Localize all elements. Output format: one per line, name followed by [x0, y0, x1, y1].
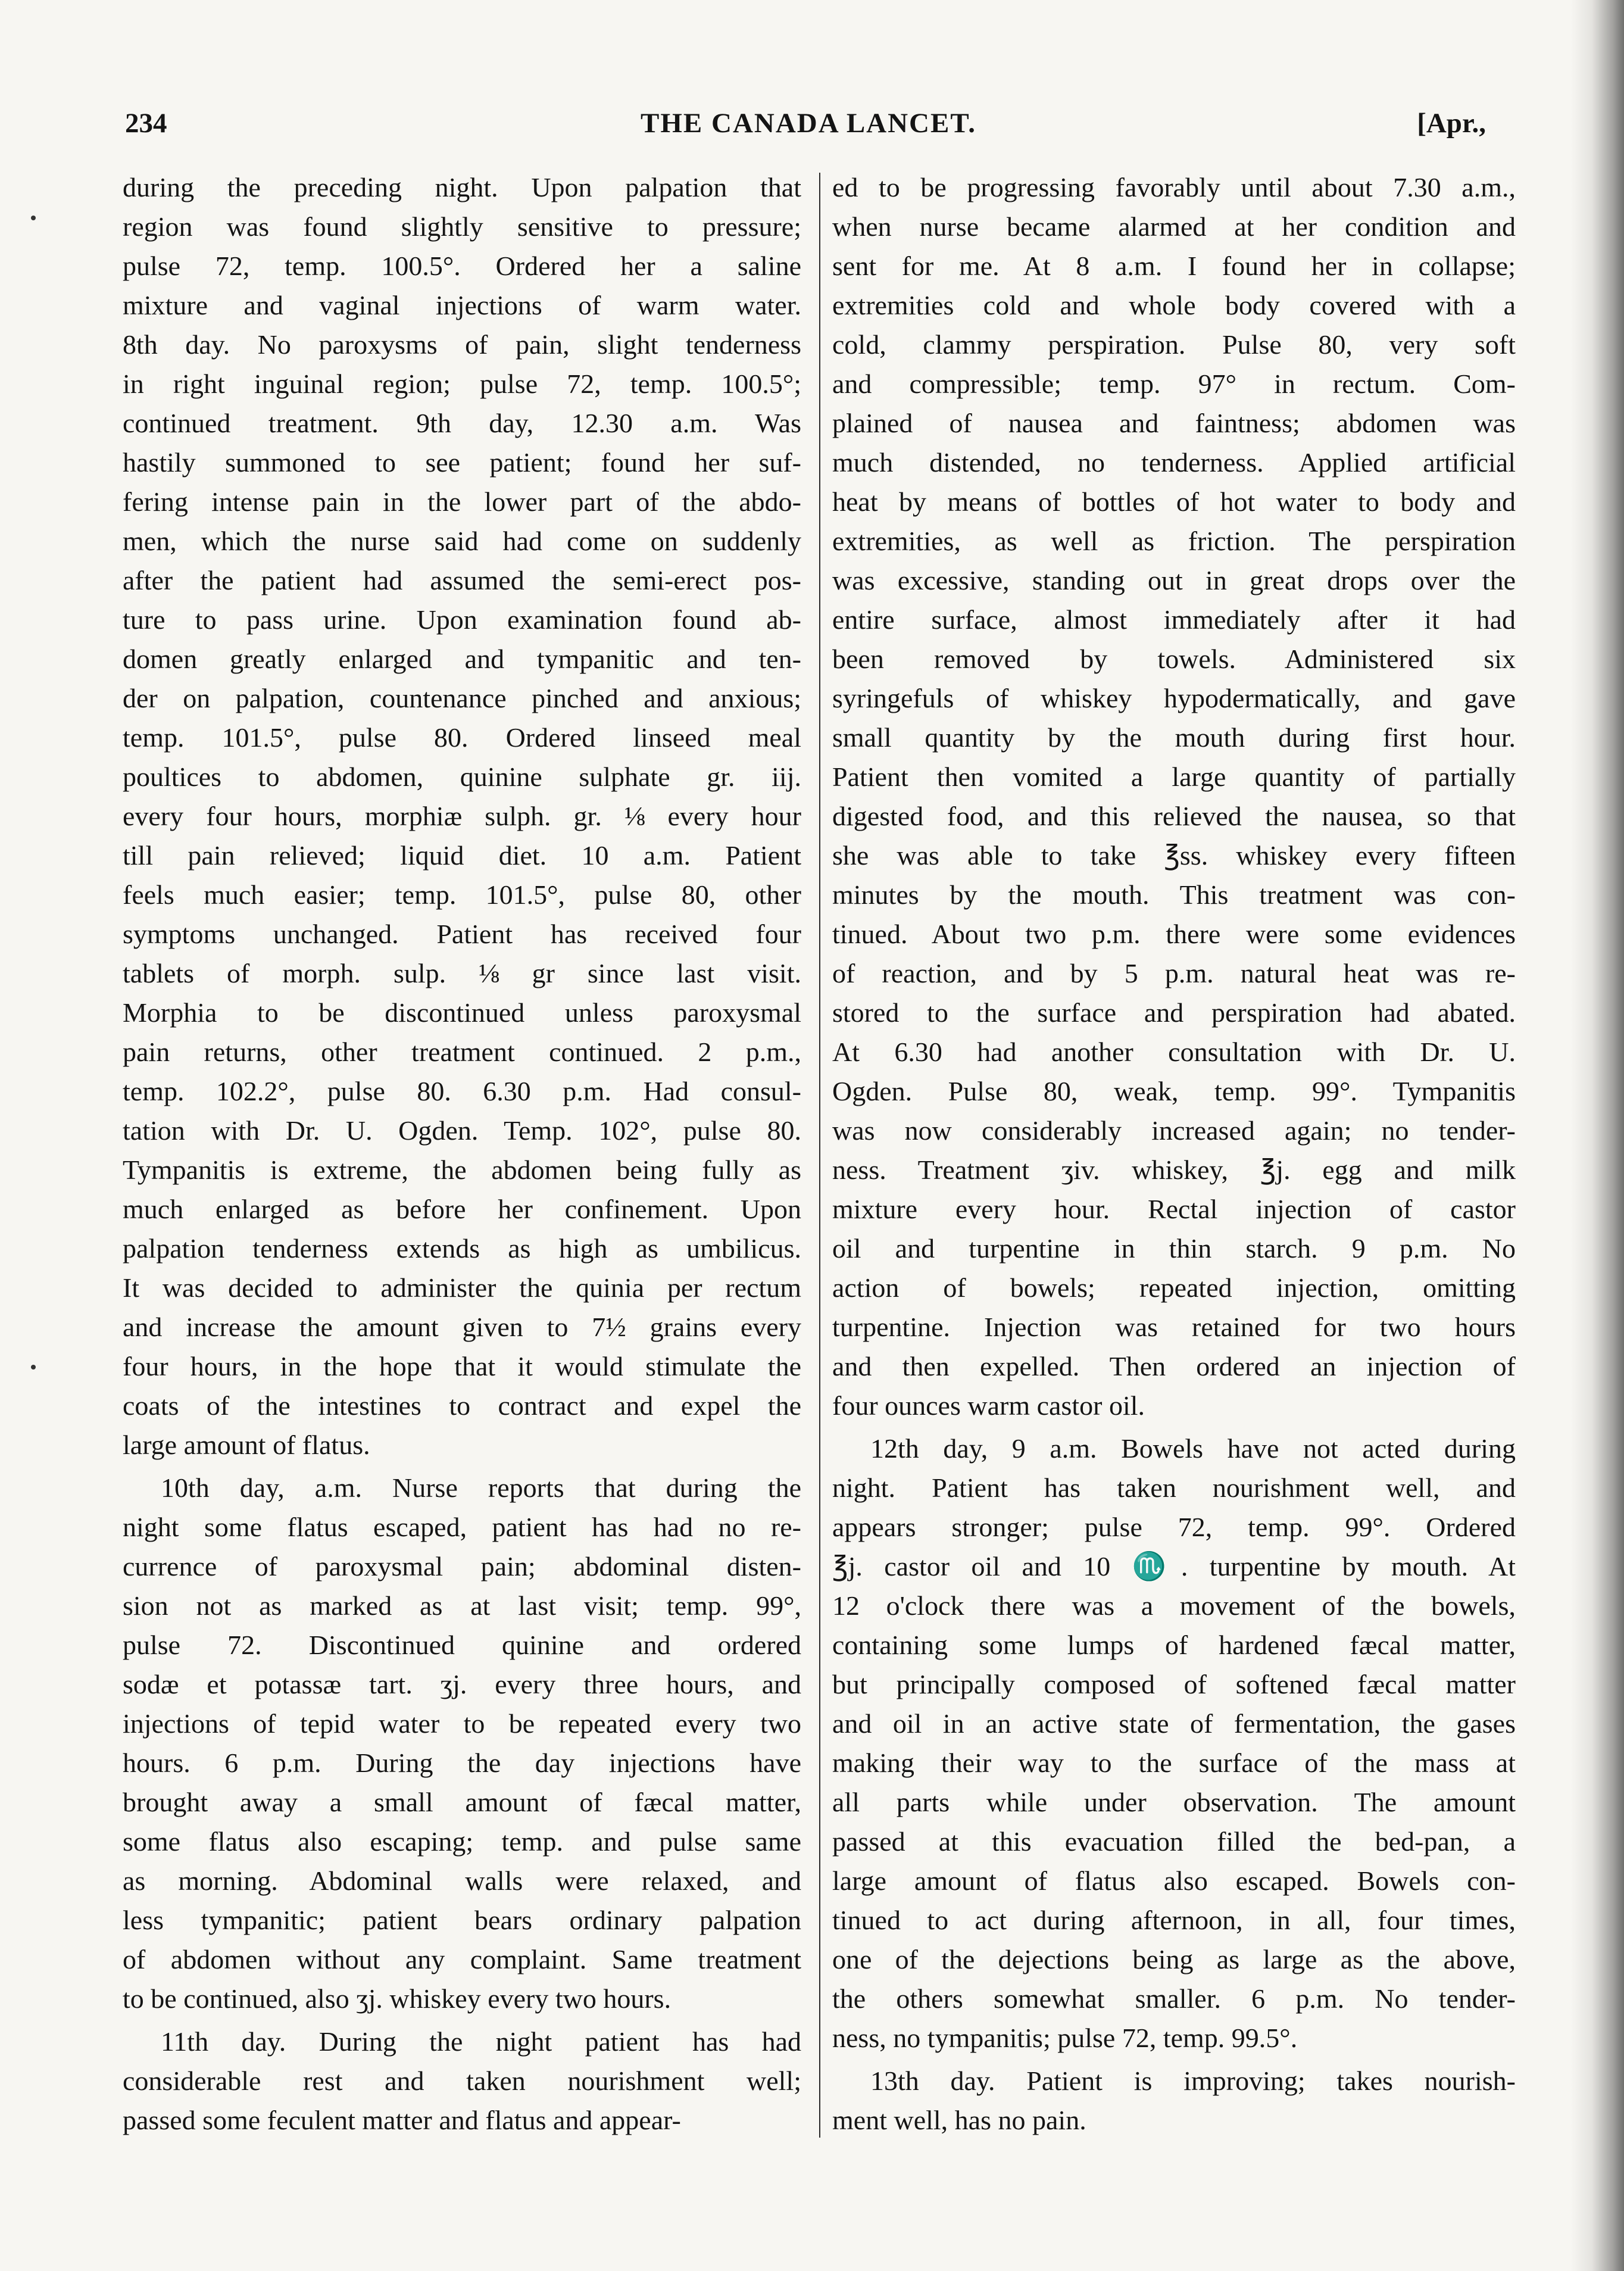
- page-number: 234: [125, 108, 167, 139]
- text-line: domen greatly enlarged and tympanitic and ten-: [123, 644, 801, 674]
- text-line: ℥j. castor oil and 10 ♏. turpentine by mouth. At: [832, 1551, 1516, 1581]
- text-line: tinued to act during afternoon, in all, four times,: [832, 1905, 1516, 1935]
- text-line: and then expelled. Then ordered an injection of: [832, 1351, 1516, 1381]
- text-line: ness, no tympanitis; pulse 72, temp. 99.5°.: [832, 2023, 1298, 2053]
- text-line: feels much easier; temp. 101.5°, pulse 80, other: [123, 879, 801, 910]
- text-line: some flatus also escaping; temp. and pulse same: [123, 1826, 801, 1857]
- text-line: mixture every hour. Rectal injection of castor: [832, 1194, 1516, 1224]
- scan-speck: [31, 216, 36, 220]
- text-line: currence of paroxysmal pain; abdominal disten-: [123, 1551, 801, 1581]
- text-line: brought away a small amount of fæcal matter,: [123, 1787, 801, 1817]
- text-line: and increase the amount given to 7½ grains every: [123, 1312, 801, 1342]
- text-line: hastily summoned to see patient; found her suf-: [123, 447, 801, 478]
- text-line: was excessive, standing out in great drops over the: [832, 565, 1516, 595]
- text-line: digested food, and this relieved the nausea, so that: [832, 801, 1516, 831]
- text-line: oil and turpentine in thin starch. 9 p.m. No: [832, 1233, 1516, 1264]
- text-line: symptoms unchanged. Patient has received four: [123, 919, 801, 949]
- text-line: in right inguinal region; pulse 72, temp. 100.5°;: [123, 369, 801, 399]
- text-line: sion not as marked as at last visit; temp. 99°,: [123, 1590, 801, 1621]
- text-line: was now considerably increased again; no tender-: [832, 1115, 1516, 1146]
- text-line: tablets of morph. sulp. ⅛ gr since last visit.: [123, 958, 801, 988]
- text-line: but principally composed of softened fæcal matter: [832, 1669, 1516, 1699]
- right-column: [832, 168, 1516, 2140]
- text-line: as morning. Abdominal walls were relaxed, and: [123, 1866, 801, 1896]
- text-line: passed at this evacuation filled the bed-pan, a: [832, 1826, 1516, 1857]
- text-line: every four hours, morphiæ sulph. gr. ⅛ every hour: [123, 801, 801, 831]
- running-header: [119, 102, 1498, 150]
- text-line: Patient then vomited a large quantity of partially: [832, 762, 1516, 792]
- text-line: hours. 6 p.m. During the day injections have: [123, 1748, 801, 1778]
- text-line: cold, clammy perspiration. Pulse 80, very soft: [832, 329, 1516, 360]
- text-line: 12th day, 9 a.m. Bowels have not acted during: [870, 1433, 1516, 1464]
- text-line: much enlarged as before her confinement. Upon: [123, 1194, 801, 1224]
- text-line: syringefuls of whiskey hypodermatically, and gave: [832, 683, 1516, 713]
- text-line: appears stronger; pulse 72, temp. 99°. Ordered: [832, 1512, 1516, 1542]
- text-line: pulse 72, temp. 100.5°. Ordered her a saline: [123, 251, 801, 281]
- text-line: tinued. About two p.m. there were some evidences: [832, 919, 1516, 949]
- text-line: been removed by towels. Administered six: [832, 644, 1516, 674]
- text-line: after the patient had assumed the semi-erect pos-: [123, 565, 801, 595]
- text-line: 13th day. Patient is improving; takes nourish-: [870, 2066, 1516, 2096]
- journal-title: THE CANADA LANCET.: [641, 108, 976, 139]
- text-line: action of bowels; repeated injection, omitting: [832, 1272, 1516, 1303]
- left-column: [123, 168, 801, 2140]
- text-line: Tympanitis is extreme, the abdomen being fully as: [123, 1155, 801, 1185]
- text-line: fering intense pain in the lower part of the abdo-: [123, 486, 801, 517]
- text-line: ness. Treatment ʒiv. whiskey, ℥j. egg and milk: [832, 1155, 1516, 1185]
- text-line: 11th day. During the night patient has had: [161, 2026, 801, 2057]
- text-line: mixture and vaginal injections of warm water.: [123, 290, 801, 320]
- text-line: temp. 101.5°, pulse 80. Ordered linseed meal: [123, 722, 801, 753]
- text-line: of abdomen without any complaint. Same treatment: [123, 1944, 801, 1974]
- text-line: to be continued, also ʒj. whiskey every two hours.: [123, 1983, 672, 2014]
- column-divider: [819, 173, 820, 2138]
- text-line: pain returns, other treatment continued. 2 p.m.,: [123, 1037, 801, 1067]
- text-line: injections of tepid water to be repeated every two: [123, 1708, 801, 1739]
- text-line: men, which the nurse said had come on suddenly: [123, 526, 801, 556]
- text-line: turpentine. Injection was retained for two hours: [832, 1312, 1516, 1342]
- text-line: Morphia to be discontinued unless paroxysmal: [123, 997, 801, 1028]
- text-line: making their way to the surface of the mass at: [832, 1748, 1516, 1778]
- text-line: night some flatus escaped, patient has had no re-: [123, 1512, 801, 1542]
- text-line: much distended, no tenderness. Applied artificial: [832, 447, 1516, 478]
- text-line: and compressible; temp. 97° in rectum. Com-: [832, 369, 1516, 399]
- text-line: pulse 72. Discontinued quinine and ordered: [123, 1630, 801, 1660]
- text-line: and oil in an active state of fermentation, the gases: [832, 1708, 1516, 1739]
- text-line: ture to pass urine. Upon examination found ab-: [123, 604, 801, 635]
- text-line: entire surface, almost immediately after it had: [832, 604, 1516, 635]
- text-line: sent for me. At 8 a.m. I found her in collapse;: [832, 251, 1516, 281]
- issue-month: [Apr.,: [1417, 108, 1486, 139]
- text-line: considerable rest and taken nourishment well;: [123, 2066, 801, 2096]
- text-line: tation with Dr. U. Ogden. Temp. 102°, pulse 80.: [123, 1115, 801, 1146]
- text-line: 8th day. No paroxysms of pain, slight tenderness: [123, 329, 801, 360]
- text-line: of reaction, and by 5 p.m. natural heat was re-: [832, 958, 1516, 988]
- text-line: she was able to take ℥ss. whiskey every fifteen: [832, 840, 1516, 871]
- text-line: der on palpation, countenance pinched and anxious;: [123, 683, 801, 713]
- text-line: coats of the intestines to contract and expel the: [123, 1390, 801, 1421]
- text-line: extremities, as well as friction. The perspiration: [832, 526, 1516, 556]
- text-line: all parts while under observation. The amount: [832, 1787, 1516, 1817]
- text-line: sodæ et potassæ tart. ʒj. every three hours, and: [123, 1669, 801, 1699]
- text-line: containing some lumps of hardened fæcal matter,: [832, 1630, 1516, 1660]
- text-line: temp. 102.2°, pulse 80. 6.30 p.m. Had consul-: [123, 1076, 801, 1106]
- text-line: ed to be progressing favorably until about 7.30 a.m.,: [832, 172, 1516, 202]
- text-line: less tympanitic; patient bears ordinary palpation: [123, 1905, 801, 1935]
- text-line: small quantity by the mouth during first hour.: [832, 722, 1516, 753]
- text-line: 10th day, a.m. Nurse reports that during the: [161, 1473, 801, 1503]
- scan-edge-shadow: [1570, 0, 1624, 2271]
- text-line: the others somewhat smaller. 6 p.m. No tender-: [832, 1983, 1516, 2014]
- text-line: till pain relieved; liquid diet. 10 a.m. Patient: [123, 840, 801, 871]
- text-line: four hours, in the hope that it would stimulate the: [123, 1351, 801, 1381]
- text-line: minutes by the mouth. This treatment was con-: [832, 879, 1516, 910]
- text-line: poultices to abdomen, quinine sulphate gr. iij.: [123, 762, 801, 792]
- text-line: heat by means of bottles of hot water to body and: [832, 486, 1516, 517]
- text-line: It was decided to administer the quinia per rectum: [123, 1272, 801, 1303]
- text-line: during the preceding night. Upon palpation that: [123, 172, 801, 202]
- text-line: 12 o'clock there was a movement of the bowels,: [832, 1590, 1516, 1621]
- text-line: Ogden. Pulse 80, weak, temp. 99°. Tympanitis: [832, 1076, 1516, 1106]
- text-line: stored to the surface and perspiration had abated.: [832, 997, 1516, 1028]
- text-line: extremities cold and whole body covered with a: [832, 290, 1516, 320]
- text-line: region was found slightly sensitive to pressure;: [123, 211, 801, 242]
- text-line: palpation tenderness extends as high as umbilicus.: [123, 1233, 801, 1264]
- text-line: four ounces warm castor oil.: [832, 1390, 1145, 1421]
- text-line: plained of nausea and faintness; abdomen was: [832, 408, 1516, 438]
- text-line: when nurse became alarmed at her condition and: [832, 211, 1516, 242]
- text-line: large amount of flatus.: [123, 1430, 370, 1460]
- text-line: one of the dejections being as large as the above,: [832, 1944, 1516, 1974]
- text-line: continued treatment. 9th day, 12.30 a.m. Was: [123, 408, 801, 438]
- scan-speck: [31, 1365, 36, 1370]
- text-line: passed some feculent matter and flatus and appear-: [123, 2105, 681, 2135]
- text-line: ment well, has no pain.: [832, 2105, 1086, 2135]
- text-line: large amount of flatus also escaped. Bowels con-: [832, 1866, 1516, 1896]
- text-line: At 6.30 had another consultation with Dr. U.: [832, 1037, 1516, 1067]
- text-line: night. Patient has taken nourishment well, and: [832, 1473, 1516, 1503]
